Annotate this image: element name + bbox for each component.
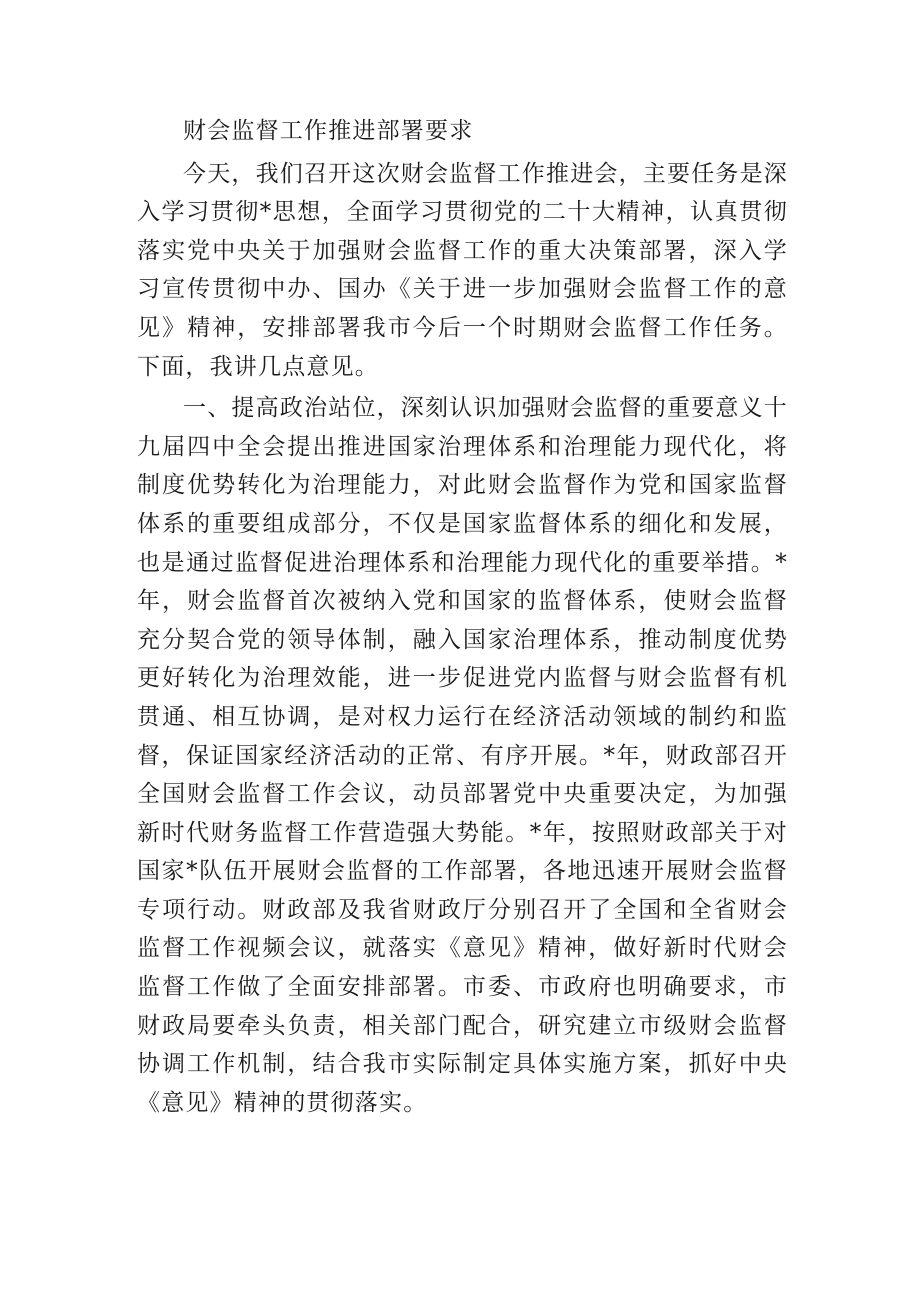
document-title: 财会监督工作推进部署要求	[183, 118, 474, 144]
paragraph-intro: 今天，我们召开这次财会监督工作推进会，主要任务是深入学习贯彻*思想，全面学习贯彻党的二十大精神，认真贯彻落实党中央关于加强财会监督工作的重大决策部署，深入学习宣传贯彻中办、国办《关于进一步加强财会监督工作的意见》精神，安排部署我市今后一个时期财会监督工作任务。下面，我讲几点意见。	[137, 160, 788, 380]
paragraph-section-one: 一、提高政治站位，深刻认识加强财会监督的重要意义十九届四中全会提出推进国家治理体系和治理能力现代化，将制度优势转化为治理能力，对此财会监督作为党和国家监督体系的重要组成部分，不仅是国家监督体系的细化和发展，也是通过监督促进治理体系和治理能力现代化的重要举措。*年，财会监督首次被纳入党和国家的监督体系，使财会监督充分契合党的领导体制，融入国家治理体系，推动制度优势更好转化为治理效能，进一步促进党内监督与财会监督有机贯通、相互协调，是对权力运行在经济活动领域的制约和监督，保证国家经济活动的正常、有序开展。*年，财政部召开全国财会监督工作会议，动员部署党中央重要决定，为加强新时代财务监督工作营造强大势能。*年，按照财政部关于对国家*队伍开展财会监督的工作部署，各地迅速开展财会监督专项行动。财政部及我省财政厅分别召开了全国和全省财会监督工作视频会议，就落实《意见》精神，做好新时代财会监督工作做了全面安排部署。市委、市政府也明确要求，市财政局要牵头负责，相关部门配合，研究建立市级财会监督协调工作机制，结合我市实际制定具体实施方案，抓好中央《意见》精神的贯彻落实。	[137, 395, 788, 1116]
document-body	[137, 112, 788, 1125]
